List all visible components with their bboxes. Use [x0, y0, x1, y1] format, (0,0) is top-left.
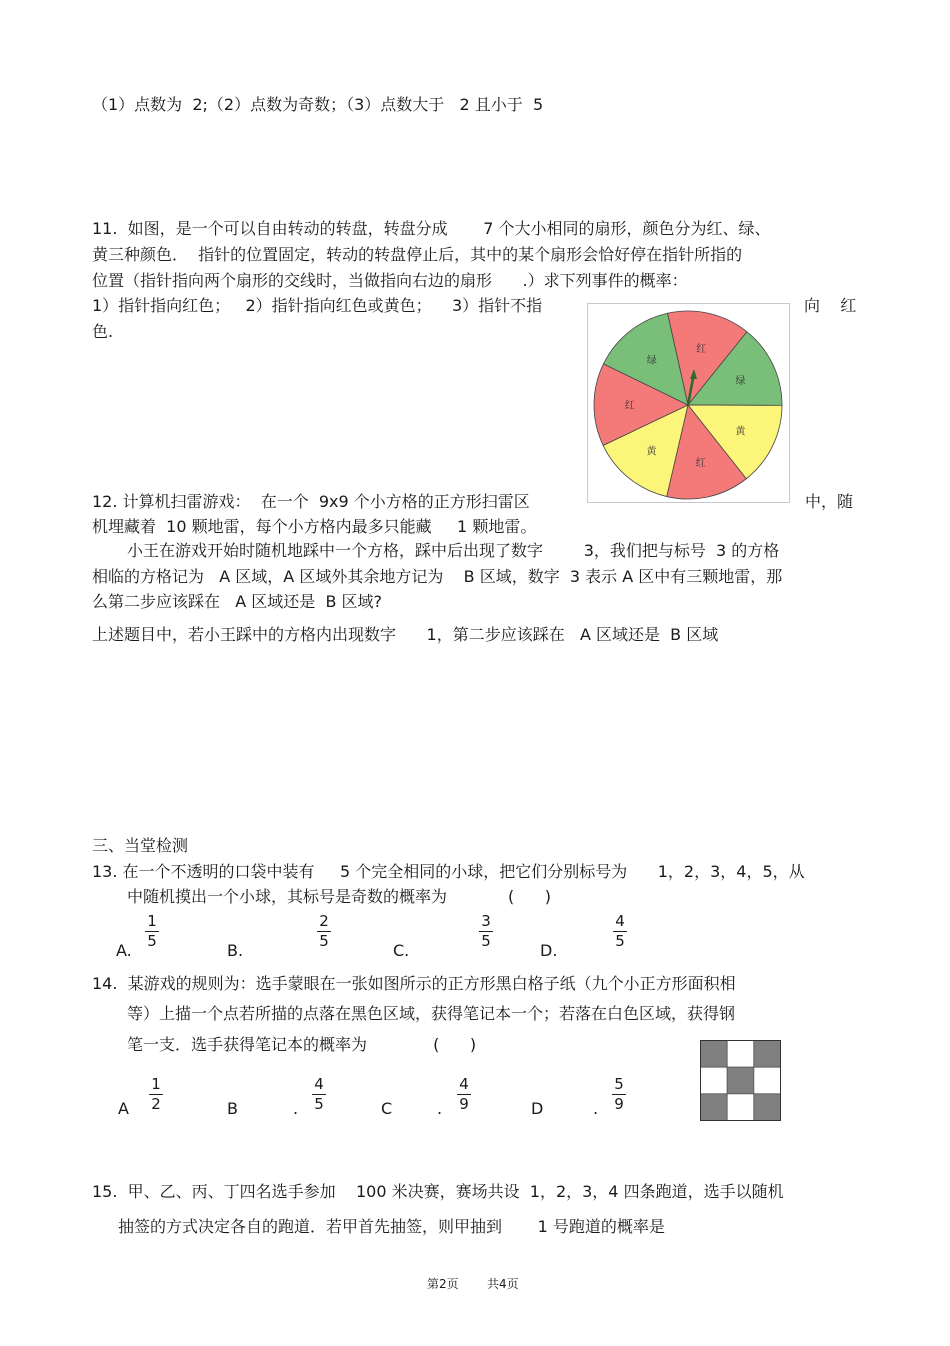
q13-option-b-fraction [317, 913, 331, 950]
q14-line-2: 等）上描一个点若所描的点落在黑色区域，获得笔记本一个；若落在白色区域，获得钢 [127, 1004, 736, 1023]
fraction-numerator: 1 [151, 1075, 161, 1093]
grid-cell-dark [727, 1067, 754, 1094]
spinner-sector-label: 黄 [735, 426, 746, 438]
q11-line-3: 位置（指针指向两个扇形的交线时，当做指向右边的扇形 .）求下列事件的概率： [92, 271, 688, 290]
q13-option-b-label: B. [227, 941, 244, 960]
fraction-denominator: 9 [459, 1095, 469, 1113]
footer-total: 共4页 [487, 1277, 519, 1291]
fraction-denominator: 9 [614, 1095, 624, 1113]
spinner-sectors [594, 311, 782, 499]
fraction-numerator: 4 [459, 1075, 469, 1093]
q14-option-b-label: B [227, 1099, 238, 1118]
fraction-numerator: 2 [319, 912, 329, 930]
q14-option-d-fraction [612, 1076, 626, 1113]
q14-option-d-label: D [531, 1099, 544, 1118]
fraction-denominator: 5 [615, 932, 625, 950]
fraction-numerator: 3 [481, 912, 491, 930]
q13-option-d-label: D. [540, 941, 558, 960]
grid-cell-light [727, 1041, 754, 1068]
q14-option-c-dot: . [437, 1099, 443, 1118]
spinner-sector-label: 绿 [735, 375, 746, 387]
fraction-denominator: 2 [151, 1095, 161, 1113]
q14-option-a-label: A [118, 1099, 129, 1118]
spinner-sector-label: 红 [624, 400, 635, 412]
fraction-denominator: 5 [481, 932, 491, 950]
checkerboard-figure [700, 1040, 781, 1121]
q12-line-3: 小王在游戏开始时随机地踩中一个方格，踩中后出现了数字 3，我们把与标号 3 的方格 [127, 541, 780, 560]
q11-line-4b: 向 红 [804, 296, 857, 315]
q12-line-4: 相临的方格记为 A 区域，A 区域外其余地方记为 B 区域，数字 3 表示 A 区中有三颗地雷，那 [92, 567, 783, 586]
spinner-sector-label: 红 [695, 457, 706, 469]
fraction-numerator: 4 [314, 1075, 324, 1093]
spinner-sector-label: 绿 [646, 355, 657, 367]
q11-line-5: 色. [92, 322, 114, 341]
q14-option-a-fraction [149, 1076, 163, 1113]
q15-line-2: 抽签的方式决定各自的跑道．若甲首先抽签，则甲抽到 1 号跑道的概率是 [118, 1217, 665, 1236]
fraction-numerator: 4 [615, 912, 625, 930]
q12-line-1a: 12. 计算机扫雷游戏： 在一个 9x9 个小方格的正方形扫雷区 [92, 492, 530, 511]
fraction-denominator: 5 [147, 932, 157, 950]
q13-line-2: 中随机摸出一个小球，其标号是奇数的概率为 ( ) [127, 887, 552, 906]
q14-option-d-dot: . [593, 1099, 599, 1118]
fraction-denominator: 5 [319, 932, 329, 950]
q13-option-a-label: A. [116, 941, 132, 960]
q12-line-6: 上述题目中，若小王踩中的方格内出现数字 1，第二步应该踩在 A 区域还是 B 区域 [92, 625, 719, 644]
footer-page: 第2页 [427, 1277, 459, 1291]
checkerboard-cells [701, 1041, 781, 1121]
q12-line-1b: 中，随 [805, 492, 854, 511]
q13-line-1: 13. 在一个不透明的口袋中装有 5 个完全相同的小球，把它们分别标号为 1，2，3，4，5，从 [92, 862, 805, 881]
grid-cell-light [754, 1067, 781, 1094]
spinner-sector-label: 黄 [646, 446, 657, 458]
q14-line-3: 笔一支．选手获得笔记本的概率为 ( ) [127, 1035, 477, 1054]
q14-option-b-fraction [312, 1076, 326, 1113]
q15-line-1: 15. 甲、乙、丙、丁四名选手参加 100 米决赛，赛场共设 1，2，3，4 四条跑道，选手以随机 [92, 1182, 784, 1201]
section-heading: 三、当堂检测 [92, 836, 189, 855]
fraction-denominator: 5 [314, 1095, 324, 1113]
spinner-sector-label: 红 [696, 344, 707, 356]
q10-parts: （1）点数为 2;（2）点数为奇数；（3）点数大于 2 且小于 5 [92, 95, 544, 114]
q12-line-5: 么第二步应该踩在 A 区域还是 B 区域? [92, 592, 383, 611]
spinner-figure [587, 303, 790, 503]
grid-cell-dark [754, 1041, 781, 1068]
q14-line-1: 14. 某游戏的规则为：选手蒙眼在一张如图所示的正方形黑白格子纸（九个小正方形面积相 [92, 974, 736, 993]
q11-line-2: 黄三种颜色． 指针的位置固定，转动的转盘停止后，其中的某个扇形会恰好停在指针所指的 [92, 245, 743, 264]
q13-option-c-label: C. [393, 941, 410, 960]
grid-cell-light [727, 1094, 754, 1121]
q11-line-1: 11. 如图，是一个可以自由转动的转盘，转盘分成 7 个大小相同的扇形，颜色分为红、绿、 [92, 219, 771, 238]
grid-cell-light [701, 1067, 728, 1094]
q14-option-c-fraction [457, 1076, 471, 1113]
q14-option-b-dot: . [293, 1099, 299, 1118]
q13-option-a-fraction [145, 913, 159, 950]
grid-cell-dark [754, 1094, 781, 1121]
grid-cell-dark [701, 1041, 728, 1068]
fraction-numerator: 1 [147, 912, 157, 930]
q14-option-c-label: C [381, 1099, 393, 1118]
grid-cell-dark [701, 1094, 728, 1121]
q13-option-d-fraction [613, 913, 627, 950]
fraction-numerator: 5 [614, 1075, 624, 1093]
q13-option-c-fraction [479, 913, 493, 950]
q12-line-2: 机埋藏着 10 颗地雷，每个小方格内最多只能藏 1 颗地雷。 [92, 517, 537, 536]
q11-line-4a: 1）指针指向红色； 2）指针指向红色或黄色； 3）指针不指 [92, 296, 543, 315]
